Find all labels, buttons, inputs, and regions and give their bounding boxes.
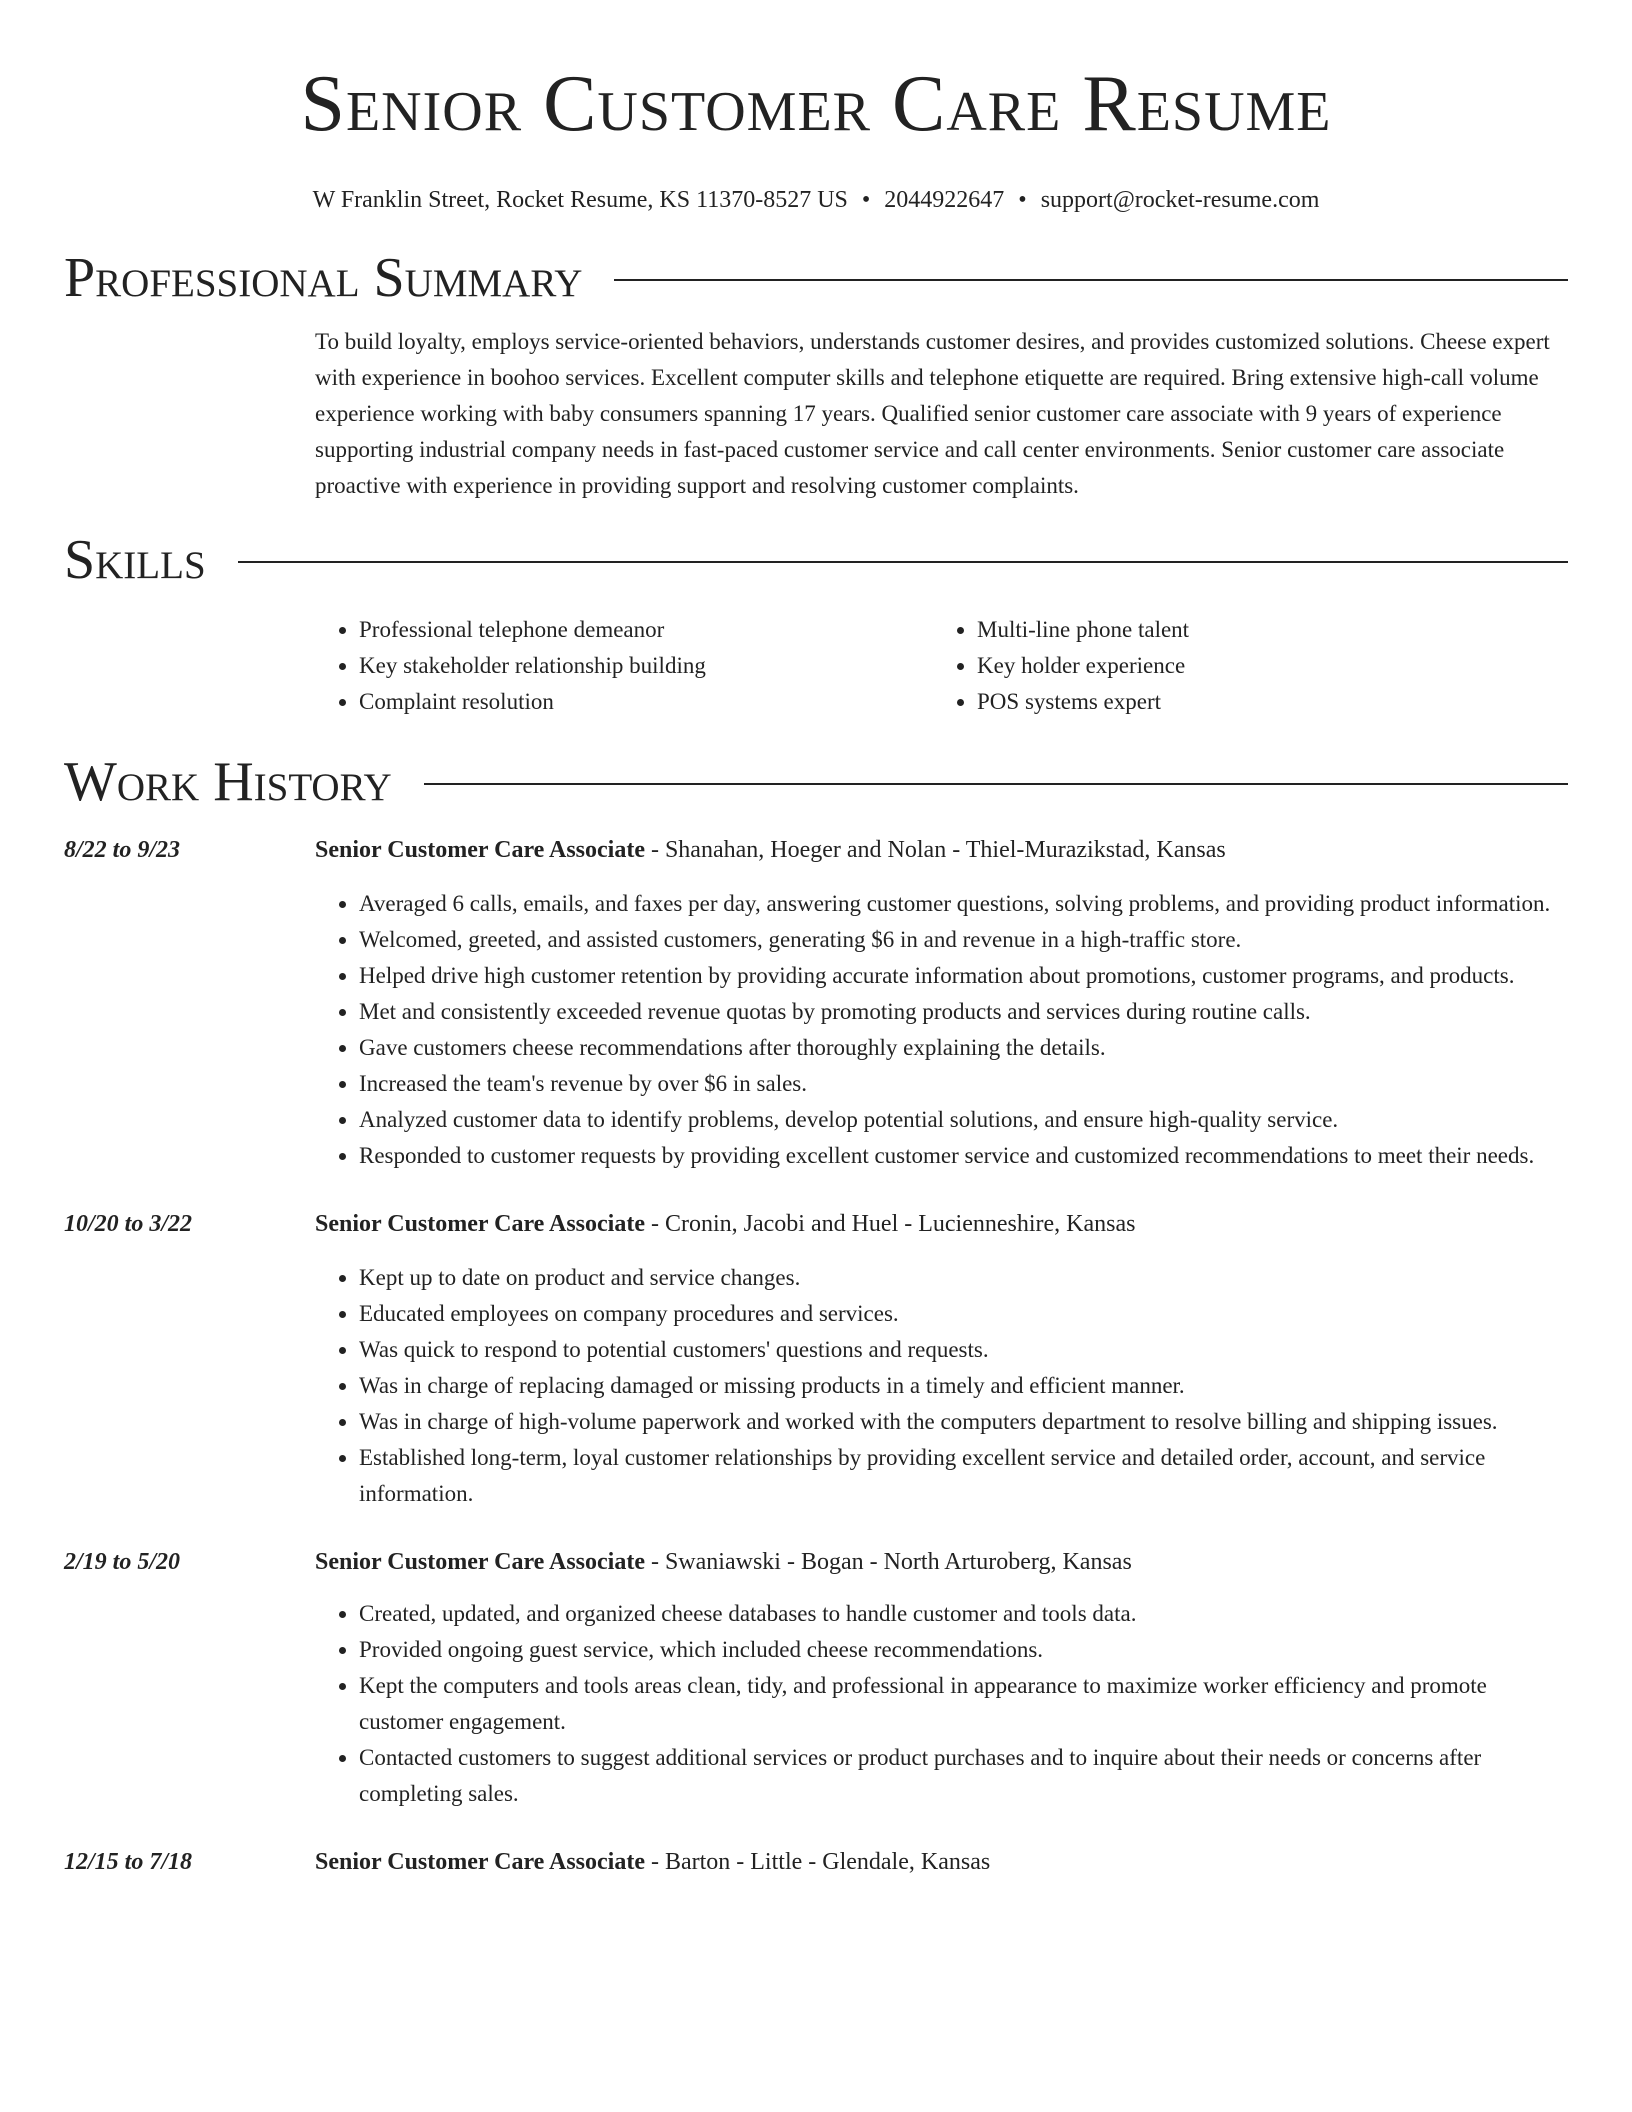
job-bullet: • Provided ongoing guest service, which included cheese recommendations. xyxy=(359,1632,1568,1668)
job-bullet: • Analyzed customer data to identify problems, develop potential solutions, and ensure high-quality service. xyxy=(359,1102,1568,1138)
job-dates: 12/15 to 7/18 xyxy=(64,1849,193,1875)
section-divider xyxy=(424,783,1568,785)
summary-title: Professional Summary xyxy=(64,247,583,309)
skill-item: • POS systems expert xyxy=(977,684,1551,720)
work-title: Work History xyxy=(64,751,392,813)
job-bullet: • Met and consistently exceeded revenue quotas by promoting products and services during routine calls. xyxy=(359,994,1568,1030)
job-bullet: • Was in charge of high-volume paperwork and worked with the computers department to resolve billing and shipping issues. xyxy=(359,1404,1568,1440)
contact-separator: • xyxy=(1018,187,1027,213)
job-bullet: • Was in charge of replacing damaged or missing products in a timely and efficient manner. xyxy=(359,1368,1568,1404)
job-bullet: • Increased the team's revenue by over $6 in sales. xyxy=(359,1066,1568,1102)
skill-item: • Professional telephone demeanor xyxy=(359,612,933,648)
contact-address: W Franklin Street, Rocket Resume, KS 11370-8527 US xyxy=(312,187,848,213)
job-header xyxy=(315,1844,1568,1880)
job-title: Senior Customer Care Associate xyxy=(315,1549,645,1575)
skills-column-right xyxy=(933,612,1551,720)
section-divider xyxy=(238,561,1568,563)
job-bullets xyxy=(315,1596,1568,1812)
job-bullet: • Kept up to date on product and service changes. xyxy=(359,1260,1568,1296)
skills-column-left xyxy=(315,612,933,720)
contact-email: support@rocket-resume.com xyxy=(1040,187,1320,213)
work-section xyxy=(64,752,1568,1898)
skills-list xyxy=(315,612,1568,720)
job-bullets xyxy=(315,886,1568,1174)
summary-content xyxy=(315,324,1568,504)
skill-item: • Complaint resolution xyxy=(359,684,933,720)
summary-section xyxy=(64,248,1568,504)
job-body xyxy=(315,1544,1568,1812)
resume-title: Senior Customer Care Resume xyxy=(300,60,1332,148)
resume-page xyxy=(64,0,1568,1898)
job-employer: - Shanahan, Hoeger and Nolan - Thiel-Murazikstad, Kansas xyxy=(644,837,1226,863)
job-employer: - Swaniawski - Bogan - North Arturoberg, Kansas xyxy=(644,1549,1132,1575)
job-bullets xyxy=(315,1260,1568,1512)
skill-item: • Key holder experience xyxy=(977,648,1551,684)
job-employer: - Cronin, Jacobi and Huel - Lucienneshire, Kansas xyxy=(644,1211,1136,1237)
section-divider xyxy=(614,279,1568,281)
job-entry xyxy=(64,1206,1568,1512)
job-dates: 10/20 to 3/22 xyxy=(64,1211,193,1237)
summary-text: To build loyalty, employs service-oriented behaviors, understands customer desires, and provides customized solutions. Cheese expert with experience in boohoo services. Excellent computer skills and telephone etiquette are required. Bring extensive high-call volume experience working with baby consumers spanning 17 years. Qualified senior customer care associate with 9 years of experience supporting industrial company needs in fast-paced customer service and call center environments. Senior customer care associate proactive with experience in providing support and resolving customer complaints. xyxy=(315,329,1550,498)
job-body xyxy=(315,1206,1568,1512)
contact-separator: • xyxy=(861,187,871,213)
job-body xyxy=(315,832,1568,1174)
work-heading xyxy=(64,752,1568,812)
job-dates: 2/19 to 5/20 xyxy=(64,1549,181,1575)
contact-line xyxy=(64,184,1568,216)
job-entry xyxy=(64,1544,1568,1812)
job-entry xyxy=(64,1844,1568,1898)
job-title: Senior Customer Care Associate xyxy=(315,837,645,863)
job-bullet: • Gave customers cheese recommendations after thoroughly explaining the details. xyxy=(359,1030,1568,1066)
skills-heading xyxy=(64,530,1568,590)
job-bullet: • Averaged 6 calls, emails, and faxes per day, answering customer questions, solving problems, and providing product information. xyxy=(359,886,1568,922)
summary-heading xyxy=(64,248,1568,308)
job-bullet: • Was quick to respond to potential customers' questions and requests. xyxy=(359,1332,1568,1368)
job-dates: 8/22 to 9/23 xyxy=(64,837,181,863)
job-header xyxy=(315,832,1568,868)
job-entry xyxy=(64,832,1568,1174)
skill-item: • Key stakeholder relationship building xyxy=(359,648,933,684)
skills-title: Skills xyxy=(64,529,206,591)
job-bullet: • Kept the computers and tools areas clean, tidy, and professional in appearance to maximize worker efficiency and promote customer engagement. xyxy=(359,1668,1568,1740)
job-title: Senior Customer Care Associate xyxy=(315,1211,645,1237)
job-bullet: • Responded to customer requests by providing excellent customer service and customized recommendations to meet their needs. xyxy=(359,1138,1568,1174)
job-header xyxy=(315,1544,1568,1580)
contact-phone: 2044922647 xyxy=(884,187,1005,213)
job-body xyxy=(315,1844,1568,1898)
job-bullet: • Created, updated, and organized cheese databases to handle customer and tools data. xyxy=(359,1596,1568,1632)
job-header xyxy=(315,1206,1568,1242)
job-employer: - Barton - Little - Glendale, Kansas xyxy=(644,1849,991,1875)
skills-section xyxy=(64,530,1568,720)
job-bullet: • Welcomed, greeted, and assisted customers, generating $6 in and revenue in a high-traffic store. xyxy=(359,922,1568,958)
job-bullet: • Helped drive high customer retention by providing accurate information about promotions, customer programs, and products. xyxy=(359,958,1568,994)
job-bullet: • Contacted customers to suggest additional services or product purchases and to inquire about their needs or concerns after completing sales. xyxy=(359,1740,1568,1812)
job-bullet: • Established long-term, loyal customer relationships by providing excellent service and detailed order, account, and service information. xyxy=(359,1440,1568,1512)
job-bullet: • Educated employees on company procedures and services. xyxy=(359,1296,1568,1332)
job-title: Senior Customer Care Associate xyxy=(315,1849,645,1875)
skill-item: • Multi-line phone talent xyxy=(977,612,1551,648)
